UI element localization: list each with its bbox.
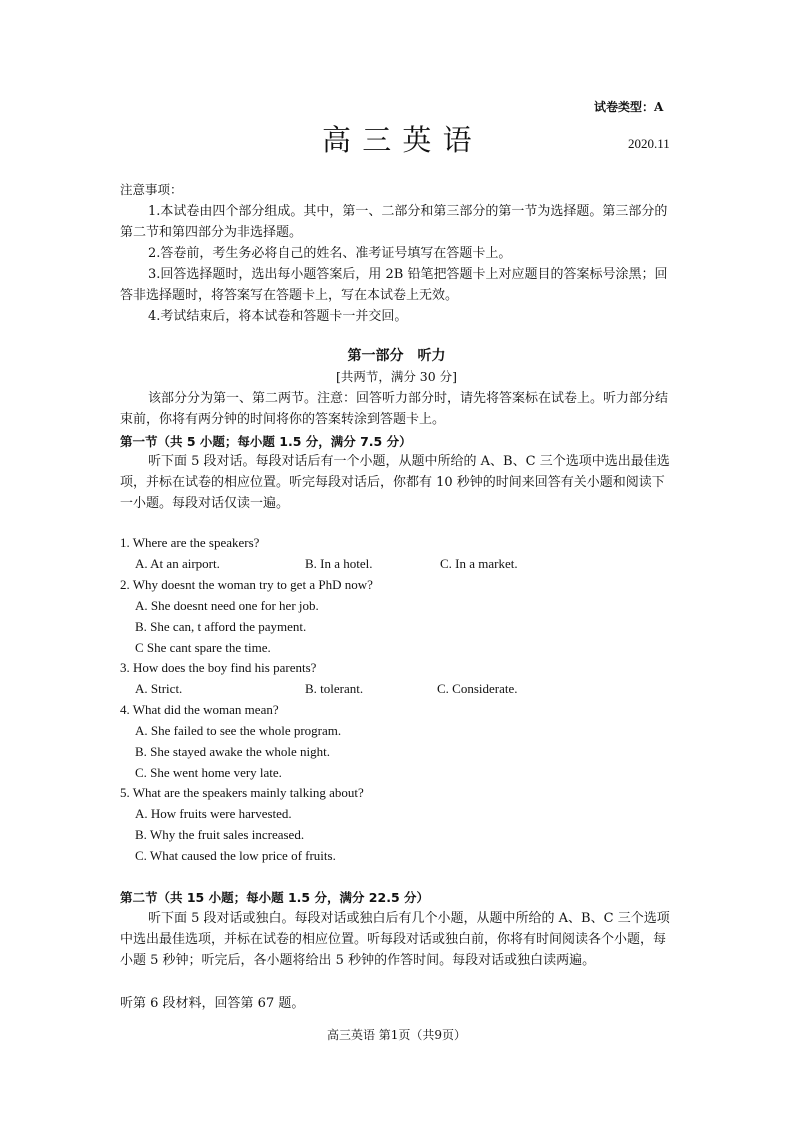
question-5-option-b: B. Why the fruit sales increased.: [135, 827, 305, 842]
section2-heading: 第二节（共 15 小题；每小题 1.5 分，满分 22.5 分）: [120, 890, 429, 905]
question-4-stem: 4. What did the woman mean?: [120, 702, 279, 717]
material-note: 听第 6 段材料，回答第 67 题。: [120, 996, 305, 1011]
page-title: 高 三 英 语: [322, 123, 473, 157]
question-4-option-b: B. She stayed awake the whole night.: [135, 744, 330, 759]
exam-date: 2020.11: [628, 136, 670, 151]
question-5-option-a: A. How fruits were harvested.: [135, 806, 292, 821]
section1-instructions: 听下面 5 段对话。每段对话后有一个小题，从题中所给的 A、B、C 三个选项中选出最佳选项，并标在试卷的相应位置。听完每段对话后，你都有 10 秒钟的时间来回答有关小题和阅读下一小题。每段对话仅读一遍。: [120, 454, 670, 511]
section1-heading: 第一节（共 5 小题；每小题 1.5 分，满分 7.5 分）: [120, 434, 412, 449]
question-4-option-c: C. She went home very late.: [135, 765, 282, 780]
note-item-2: 2.答卷前，考生务必将自己的姓名、准考证号填写在答题卡上。: [148, 246, 512, 261]
question-5-stem: 5. What are the speakers mainly talking about?: [120, 785, 364, 800]
paper-type-label: 试卷类型：A: [594, 100, 664, 114]
part1-intro: 该部分分为第一、第二两节。注意：回答听力部分时，请先将答案标在试卷上。听力部分结束前，你将有两分钟的时间将你的答案转涂到答题卡上。: [120, 391, 669, 427]
question-3-option-c: C. Considerate.: [437, 681, 518, 696]
part1-subtitle: [共两节，满分 30 分]: [335, 369, 458, 384]
note-item-4: 4.考试结束后，将本试卷和答题卡一并交回。: [148, 309, 408, 324]
question-2-option-a: A. She doesnt need one for her job.: [135, 598, 319, 613]
question-4-option-a: A. She failed to see the whole program.: [135, 723, 342, 738]
question-1-option-b: B. In a hotel.: [305, 556, 373, 571]
note-item-3: 3.回答选择题时，选出每小题答案后，用 2B 铅笔把答题卡上对应题目的答案标号涂黑；回答非选择题时，将答案写在答题卡上，写在本试卷上无效。: [120, 267, 668, 303]
part1-title: 第一部分 听力: [347, 348, 446, 364]
question-1-option-a: A. At an airport.: [135, 556, 220, 571]
section2-instructions: 听下面 5 段对话或独白。每段对话或独白后有几个小题，从题中所给的 A、B、C 三个选项中选出最佳选项，并标在试卷的相应位置。听每段对话或独白前，你将有时间阅读各个小题，每小题 5 秒钟；听完后，各小题将给出 5 秒钟的作答时间。每段对话或独白读两遍。: [120, 911, 670, 968]
note-item-1: 1.本试卷由四个部分组成。其中，第一、二部分和第三部分的第一节为选择题。第三部分的第二节和第四部分为非选择题。: [120, 204, 668, 240]
question-5-option-c: C. What caused the low price of fruits.: [135, 848, 336, 863]
question-3-option-b: B. tolerant.: [305, 681, 364, 696]
question-2-option-c: C She cant spare the time.: [135, 640, 271, 655]
question-2-option-b: B. She can, t afford the payment.: [135, 619, 307, 634]
question-3-option-a: A. Strict.: [135, 681, 183, 696]
question-2-stem: 2. Why doesnt the woman try to get a PhD now?: [120, 577, 373, 592]
question-3-stem: 3. How does the boy find his parents?: [120, 660, 317, 675]
question-1-option-c: C. In a market.: [440, 556, 518, 571]
page-footer: 高三英语 第1页（共9页）: [326, 1028, 467, 1042]
question-1-stem: 1. Where are the speakers?: [120, 535, 260, 550]
notes-heading: 注意事项：: [120, 182, 183, 197]
